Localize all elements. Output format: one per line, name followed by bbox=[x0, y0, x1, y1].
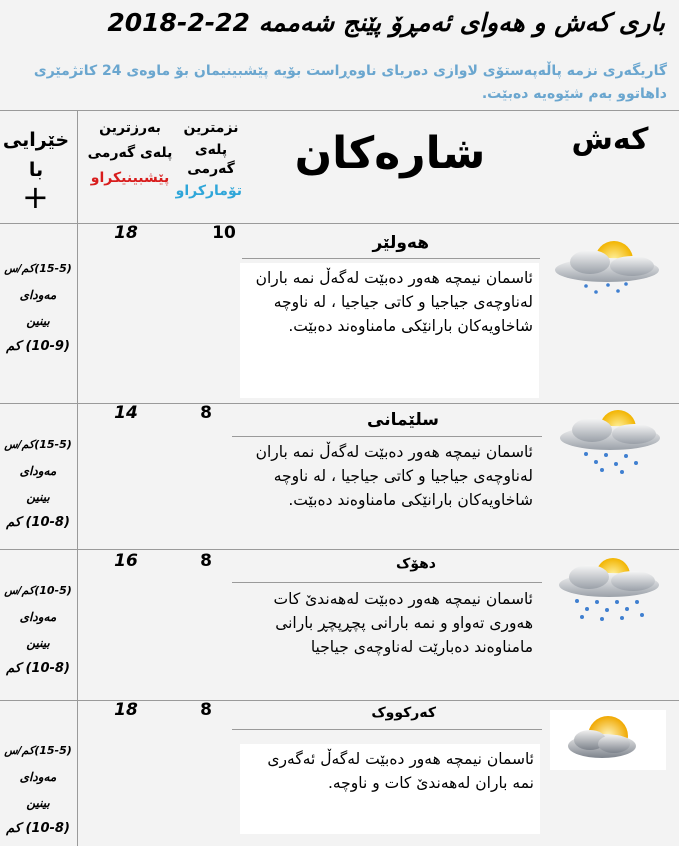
row-divider bbox=[0, 700, 679, 701]
wind-visibility-box bbox=[2, 578, 74, 682]
header-wind bbox=[2, 125, 70, 185]
header-max-line3: پێشبینیکراو bbox=[90, 170, 170, 186]
wind-visibility-box bbox=[2, 256, 74, 360]
weather-description: ئاسمان نیمچە هەور دەبێت لەگەڵ نمە باران لەناوچەی جیاجیا و کاتی جیاجیا ، لە ناوچە شاخاویەکان بارانێکی مامناوەند دەبێت. bbox=[255, 443, 533, 509]
min-temp: 10 bbox=[212, 223, 236, 243]
visibility-value: (10-8) کم bbox=[6, 661, 70, 676]
visibility-value: (10-9) کم bbox=[6, 339, 70, 354]
wind-speed: (15-5)کم/س bbox=[4, 438, 72, 451]
row-divider bbox=[0, 549, 679, 550]
wind-speed: (10-5)کم/س bbox=[4, 584, 72, 597]
range-label: مەودای bbox=[19, 288, 57, 302]
cloud-sun-light-rain-icon bbox=[552, 238, 662, 302]
min-temp: 8 bbox=[200, 700, 212, 720]
weather-description: ئاسمان نیمچە هەور دەبێت لەگەڵ ئەگەری نمە باران لەهەندێ کات و ناوچە. bbox=[240, 744, 540, 834]
row-divider bbox=[0, 223, 679, 224]
visibility-value: (10-8) کم bbox=[6, 821, 70, 836]
plus-icon: + bbox=[22, 178, 49, 216]
range-label: بینین bbox=[26, 314, 50, 328]
header-max-temp bbox=[80, 116, 180, 191]
header-min-temp bbox=[175, 116, 242, 204]
header-wind-line2: با bbox=[28, 159, 44, 181]
header-min-line3: گەرمی bbox=[187, 161, 235, 177]
range-label: مەودای bbox=[19, 770, 57, 784]
wind-speed: (15-5)کم/س bbox=[4, 262, 72, 275]
cloud-sun-heavy-rain-icon bbox=[555, 557, 663, 631]
max-temp: 16 bbox=[114, 551, 138, 571]
wind-visibility-box bbox=[2, 738, 74, 842]
city-name: سلێمانی bbox=[367, 410, 439, 430]
row-divider bbox=[0, 110, 679, 111]
weather-description: ئاسمان نیمچە هەور دەبێت لەگەڵ نمە باران لەناوچەی جیاجیا و کاتی جیاجیا ، لە ناوچە شاخاویەکان بارانێکی مامناوەند دەبێت. bbox=[240, 263, 539, 398]
header-wind-line1: خێرایی bbox=[2, 129, 70, 151]
city-name: هەولێر bbox=[372, 233, 429, 253]
min-temp: 8 bbox=[200, 551, 212, 571]
range-label: مەودای bbox=[19, 464, 57, 478]
row-divider bbox=[232, 729, 542, 730]
page-subtitle: گاریگەری نزمە پاڵەپەستۆی لاوازی دەریای ناوەڕاست بۆیە پێشبینیمان بۆ ماوەی 24 کاتژمێری داهاتوو بەم شێوەیە دەبێت. bbox=[33, 63, 667, 102]
header-min-line4: تۆمارکراو bbox=[175, 183, 242, 199]
range-label: بینین bbox=[26, 796, 50, 810]
wind-visibility-box bbox=[2, 432, 74, 536]
cloud-sun-rain-icon bbox=[556, 408, 664, 482]
visibility-value: (10-8) کم bbox=[6, 515, 70, 530]
city-name: کەرکووک bbox=[371, 705, 436, 721]
header-cities: شارەکان bbox=[294, 128, 486, 179]
range-label: بینین bbox=[26, 636, 50, 650]
max-temp: 18 bbox=[114, 700, 138, 720]
header-min-line1: نزمترین bbox=[183, 120, 239, 136]
min-temp: 8 bbox=[200, 403, 212, 423]
max-temp: 14 bbox=[114, 403, 138, 423]
header-max-line2: پلەی گەرمی bbox=[87, 145, 173, 161]
row-divider bbox=[232, 582, 542, 583]
row-divider bbox=[242, 258, 540, 259]
partly-cloudy-icon bbox=[550, 710, 666, 770]
city-name: دهۆک bbox=[395, 556, 436, 572]
header-weather: کەش bbox=[571, 122, 649, 157]
header-min-line2: پلەی bbox=[194, 142, 228, 158]
max-temp: 18 bbox=[114, 223, 138, 243]
weather-description: ئاسمان نیمچە هەور دەبێت لەهەندێ کات هەوری تەواو و نمە بارانی پچڕپچڕ بارانی مامناوەند دەبارێت لەناوچەی جیاجیا bbox=[273, 590, 533, 656]
header-max-line1: بەرزترین bbox=[99, 120, 161, 136]
wind-speed: (15-5)کم/س bbox=[4, 744, 72, 757]
row-divider bbox=[0, 403, 679, 404]
range-label: مەودای bbox=[19, 610, 57, 624]
column-divider bbox=[77, 110, 78, 846]
page-title: باری کەش و هەوای ئەمڕۆ پێنج شەممە 22-2-2018 bbox=[107, 8, 665, 37]
range-label: بینین bbox=[26, 490, 50, 504]
